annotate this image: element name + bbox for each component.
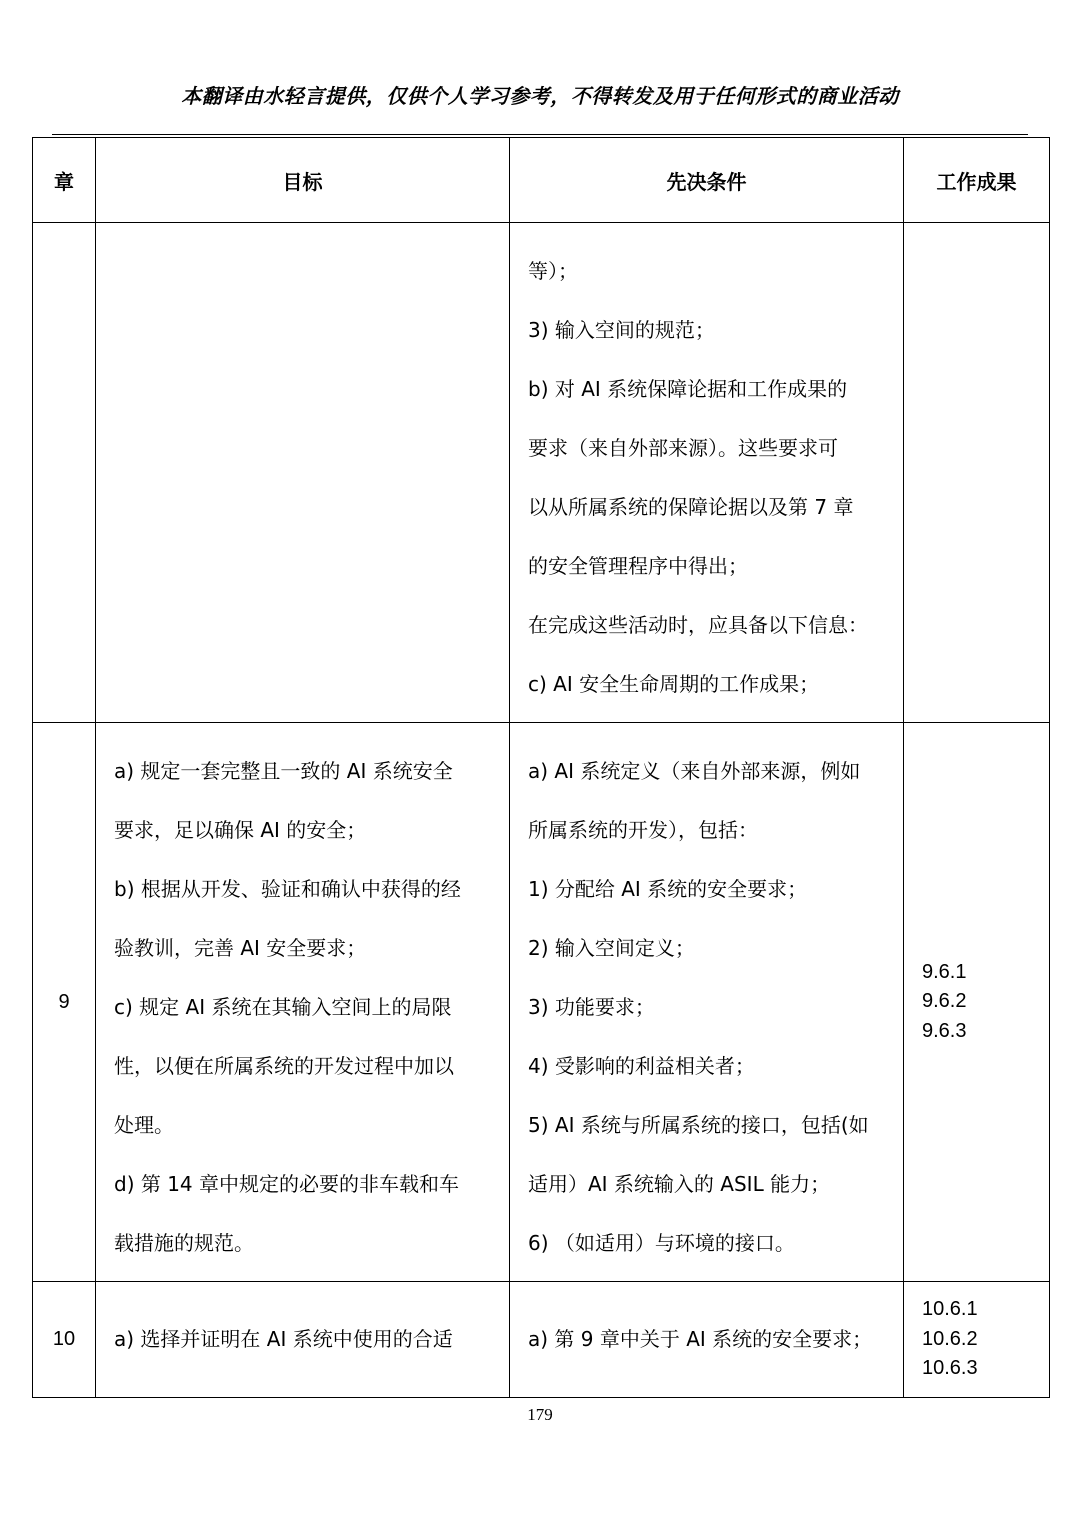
cell-text-line: a) AI 系统定义（来自外部来源，例如 bbox=[528, 759, 861, 783]
cell-text-line: 2) 输入空间定义； bbox=[528, 936, 695, 960]
cell-text-line: 4) 受影响的利益相关者； bbox=[528, 1054, 755, 1078]
table-row bbox=[33, 723, 1050, 1282]
cell-text-line: 以从所属系统的保障论据以及第 7 章 bbox=[528, 495, 854, 519]
cell-text-line: 5) AI 系统与所属系统的接口，包括(如 bbox=[528, 1113, 869, 1137]
col-header-prerequisites: 先决条件 bbox=[510, 138, 904, 223]
cell-text-line: a) 选择并证明在 AI 系统中使用的合适 bbox=[114, 1327, 453, 1351]
cell-text-line: c) 规定 AI 系统在其输入空间上的局限 bbox=[114, 995, 452, 1019]
objectives-cell bbox=[96, 223, 510, 723]
objectives-cell bbox=[96, 1282, 510, 1398]
work-product-ref: 9.6.2 bbox=[922, 990, 967, 1013]
chapter-cell: 10 bbox=[33, 1282, 96, 1398]
cell-text-line: c) AI 安全生命周期的工作成果； bbox=[528, 672, 820, 696]
col-header-objectives: 目标 bbox=[96, 138, 510, 223]
work-products-cell bbox=[904, 223, 1050, 723]
cell-text-line: 所属系统的开发），包括： bbox=[528, 818, 758, 842]
chapter-cell: 9 bbox=[33, 723, 96, 1282]
work-product-ref: 10.6.2 bbox=[922, 1327, 978, 1350]
cell-text-line: 1) 分配给 AI 系统的安全要求； bbox=[528, 877, 808, 901]
col-header-chapter: 章 bbox=[33, 138, 96, 223]
table-row bbox=[33, 223, 1050, 723]
prerequisites-cell bbox=[510, 223, 904, 723]
cell-text-line: b) 对 AI 系统保障论据和工作成果的 bbox=[528, 377, 848, 401]
cell-text-line: 6) （如适用）与环境的接口。 bbox=[528, 1231, 795, 1255]
requirements-table bbox=[32, 137, 1050, 1398]
chapter-cell bbox=[33, 223, 96, 723]
cell-text-line: 等）； bbox=[528, 259, 578, 283]
cell-text-line: a) 第 9 章中关于 AI 系统的安全要求； bbox=[528, 1327, 873, 1351]
cell-text-line: 在完成这些活动时，应具备以下信息： bbox=[528, 613, 868, 637]
header-rule bbox=[52, 134, 1028, 135]
cell-text-line: 处理。 bbox=[114, 1113, 174, 1137]
page-number: 179 bbox=[527, 1405, 553, 1424]
prerequisites-cell bbox=[510, 723, 904, 1282]
cell-text-line: a) 规定一套完整且一致的 AI 系统安全 bbox=[114, 759, 453, 783]
cell-text-line: 3) 输入空间的规范； bbox=[528, 318, 715, 342]
cell-text-line: 验教训，完善 AI 安全要求； bbox=[114, 936, 367, 960]
cell-text-line: b) 根据从开发、验证和确认中获得的经 bbox=[114, 877, 461, 901]
table-header-row bbox=[33, 138, 1050, 223]
work-products-cell bbox=[904, 1282, 1050, 1398]
work-products-cell bbox=[904, 723, 1050, 1282]
cell-text-line: 载措施的规范。 bbox=[114, 1231, 254, 1255]
work-product-ref: 10.6.3 bbox=[922, 1357, 978, 1380]
cell-text-line: d) 第 14 章中规定的必要的非车载和车 bbox=[114, 1172, 460, 1196]
disclaimer-banner: 本翻译由水轻言提供，仅供个人学习参考，不得转发及用于任何形式的商业活动 bbox=[181, 84, 899, 108]
work-product-ref: 9.6.3 bbox=[922, 1019, 967, 1042]
table-row bbox=[33, 1282, 1050, 1398]
objectives-cell bbox=[96, 723, 510, 1282]
cell-text-line: 要求（来自外部来源）。这些要求可 bbox=[528, 436, 838, 460]
cell-text-line: 适用）AI 系统输入的 ASIL 能力； bbox=[528, 1172, 831, 1196]
work-product-ref: 9.6.1 bbox=[922, 960, 967, 983]
prerequisites-cell bbox=[510, 1282, 904, 1398]
cell-text-line: 3) 功能要求； bbox=[528, 995, 655, 1019]
work-product-ref: 10.6.1 bbox=[922, 1298, 978, 1321]
col-header-work-products: 工作成果 bbox=[904, 138, 1050, 223]
cell-text-line: 的安全管理程序中得出； bbox=[528, 554, 748, 578]
cell-text-line: 要求，足以确保 AI 的安全； bbox=[114, 818, 367, 842]
cell-text-line: 性，以便在所属系统的开发过程中加以 bbox=[114, 1054, 454, 1078]
